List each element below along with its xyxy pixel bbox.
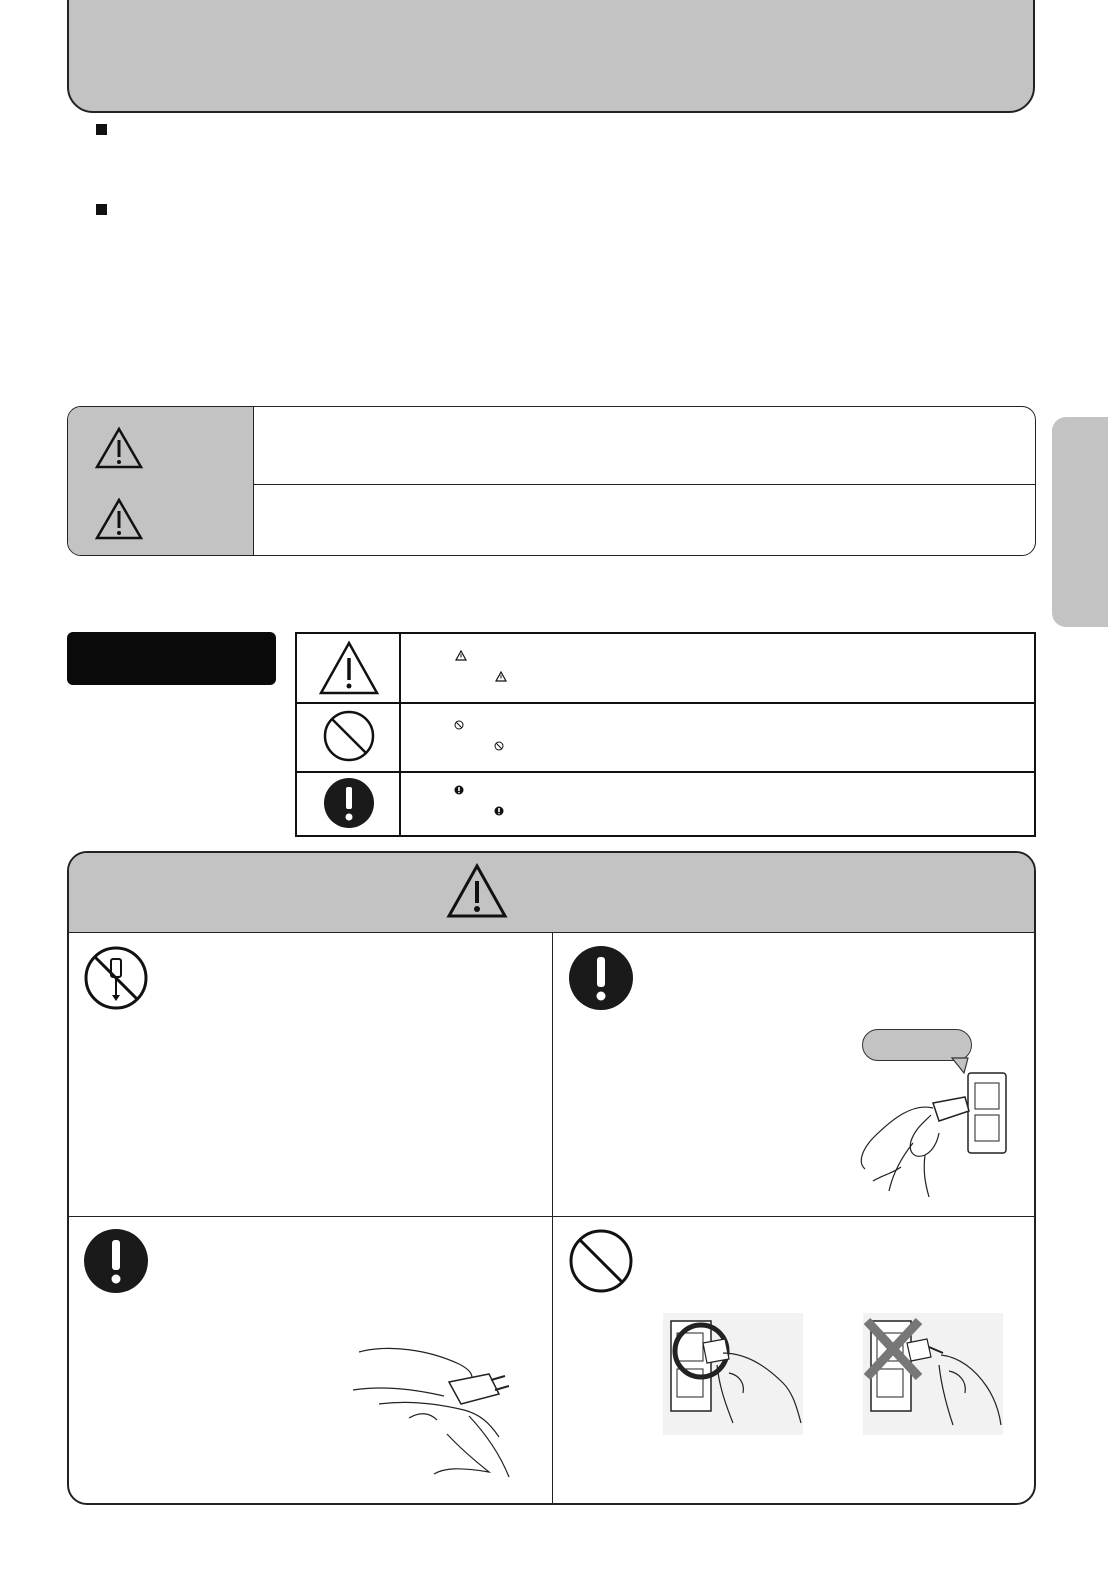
symbol-icon-cell xyxy=(297,771,401,837)
mandatory-action-icon xyxy=(454,785,464,795)
mandatory-action-icon xyxy=(322,776,376,830)
warning-triangle-icon xyxy=(495,671,507,682)
signal-icon-cell xyxy=(68,484,254,556)
warning-section xyxy=(67,851,1036,1505)
plug-cleaning-illustration xyxy=(349,1342,519,1482)
warning-item-plug-handling xyxy=(553,1217,1036,1505)
do-not-disassemble-icon xyxy=(83,945,149,1011)
signal-row-caution xyxy=(68,484,1035,556)
symbol-legend-table xyxy=(295,632,1036,837)
prohibition-icon xyxy=(494,741,504,751)
symbols-label-block xyxy=(67,632,276,685)
warning-triangle-icon xyxy=(455,650,467,661)
symbol-row-mandatory xyxy=(297,771,1034,837)
correct-plug-grip-illustration xyxy=(663,1313,803,1435)
warning-item-plug-insert xyxy=(553,933,1036,1217)
mandatory-action-icon xyxy=(83,1228,149,1294)
warning-triangle-icon xyxy=(446,863,508,919)
warning-item-disassemble xyxy=(69,933,553,1217)
mandatory-action-icon xyxy=(568,945,634,1011)
warning-item-plug-clean xyxy=(69,1217,553,1505)
side-index-tab xyxy=(1052,417,1108,627)
prohibition-icon xyxy=(568,1228,634,1294)
signal-word-table xyxy=(67,406,1036,556)
signal-row-warning xyxy=(68,407,1035,485)
symbol-icon-cell xyxy=(297,702,401,771)
mandatory-action-icon xyxy=(494,806,504,816)
plug-insertion-illustration xyxy=(853,1063,1013,1198)
symbol-icon-cell xyxy=(297,634,401,702)
prohibition-icon xyxy=(454,720,464,730)
caution-triangle-icon xyxy=(94,497,144,541)
bullet-marker xyxy=(96,124,107,135)
incorrect-plug-grip-illustration xyxy=(863,1313,1003,1435)
warning-triangle-icon xyxy=(94,426,144,470)
speech-bubble-tail xyxy=(950,1057,970,1075)
symbol-row-warning xyxy=(297,634,1034,704)
warning-section-header xyxy=(69,853,1034,933)
signal-icon-cell xyxy=(68,407,254,484)
symbol-row-prohibition xyxy=(297,702,1034,773)
prohibition-icon xyxy=(322,709,376,763)
bullet-marker xyxy=(96,204,107,215)
page-header-band xyxy=(67,0,1035,113)
warning-triangle-icon xyxy=(318,640,380,696)
